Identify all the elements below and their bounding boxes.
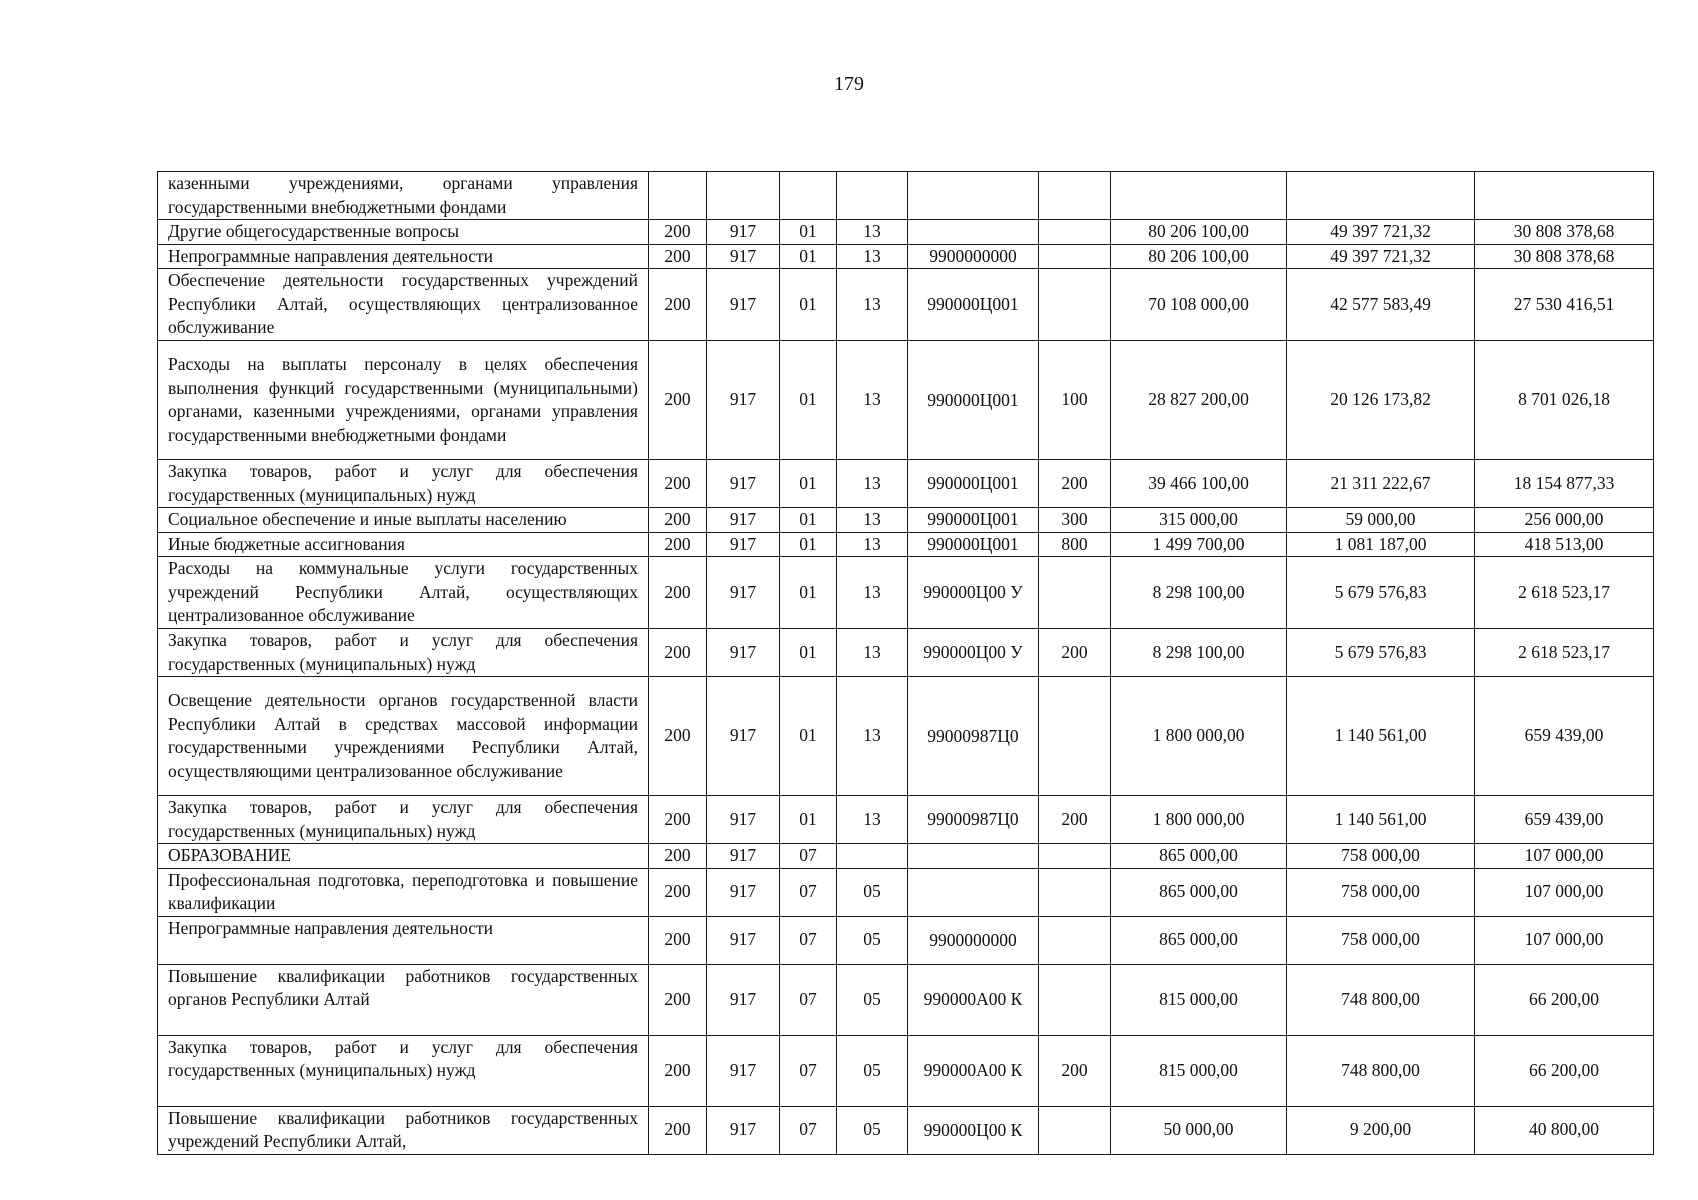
cell-subsection: 13: [837, 677, 908, 796]
cell-subsection: 13: [837, 460, 908, 508]
cell-code-2: 917: [707, 916, 780, 964]
cell-amount-planned: 39 466 100,00: [1111, 460, 1287, 508]
cell-amount-executed: 1 081 187,00: [1287, 532, 1475, 557]
cell-amount-executed: 21 311 222,67: [1287, 460, 1475, 508]
cell-code-2: 917: [707, 629, 780, 677]
cell-amount-remaining: 18 154 877,33: [1475, 460, 1654, 508]
cell-code-2: 917: [707, 220, 780, 245]
cell-amount-executed: 49 397 721,32: [1287, 220, 1475, 245]
cell-amount-planned: 815 000,00: [1111, 1035, 1287, 1106]
cell-code-1: 200: [649, 341, 707, 460]
cell-amount-remaining: 30 808 378,68: [1475, 244, 1654, 269]
cell-section: 07: [780, 916, 837, 964]
cell-amount-planned: 315 000,00: [1111, 508, 1287, 533]
cell-expense-type: [1039, 677, 1111, 796]
cell-amount-planned: 1 499 700,00: [1111, 532, 1287, 557]
cell-name: Повышение квалификации работников государственных органов Республики Алтай: [158, 964, 649, 1035]
cell-name: Профессиональная подготовка, переподготовка и повышение квалификации: [158, 868, 649, 916]
cell-amount-executed: [1287, 172, 1475, 220]
cell-amount-executed: 42 577 583,49: [1287, 269, 1475, 341]
cell-code-2: 917: [707, 1106, 780, 1154]
cell-amount-remaining: 27 530 416,51: [1475, 269, 1654, 341]
cell-subsection: 05: [837, 868, 908, 916]
cell-target-article: 99000987Ц0: [908, 677, 1039, 796]
cell-amount-executed: 748 800,00: [1287, 1035, 1475, 1106]
cell-section: 01: [780, 460, 837, 508]
cell-amount-remaining: 2 618 523,17: [1475, 557, 1654, 629]
cell-target-article: 990000Ц001: [908, 269, 1039, 341]
cell-target-article: 990000Ц001: [908, 508, 1039, 533]
cell-section: 01: [780, 269, 837, 341]
cell-code-1: 200: [649, 916, 707, 964]
table-row: [158, 677, 1654, 796]
cell-name: Закупка товаров, работ и услуг для обеспечения государственных (муниципальных) нужд: [158, 460, 649, 508]
table-row: [158, 172, 1654, 220]
cell-amount-planned: 50 000,00: [1111, 1106, 1287, 1154]
cell-amount-remaining: 66 200,00: [1475, 1035, 1654, 1106]
cell-amount-executed: 59 000,00: [1287, 508, 1475, 533]
table-row: [158, 460, 1654, 508]
cell-amount-planned: 28 827 200,00: [1111, 341, 1287, 460]
cell-section: 07: [780, 844, 837, 869]
cell-code-2: 917: [707, 532, 780, 557]
cell-expense-type: 200: [1039, 460, 1111, 508]
cell-amount-executed: 9 200,00: [1287, 1106, 1475, 1154]
cell-code-1: 200: [649, 508, 707, 533]
cell-expense-type: [1039, 868, 1111, 916]
cell-name: Социальное обеспечение и иные выплаты населению: [158, 508, 649, 533]
cell-code-1: [649, 172, 707, 220]
cell-amount-remaining: 659 439,00: [1475, 796, 1654, 844]
table-row: [158, 220, 1654, 245]
cell-amount-remaining: 66 200,00: [1475, 964, 1654, 1035]
cell-code-1: 200: [649, 557, 707, 629]
cell-subsection: 13: [837, 796, 908, 844]
table-row: [158, 1106, 1654, 1154]
cell-code-2: [707, 172, 780, 220]
cell-amount-remaining: 107 000,00: [1475, 916, 1654, 964]
cell-code-2: 917: [707, 1035, 780, 1106]
cell-expense-type: [1039, 844, 1111, 869]
cell-subsection: 13: [837, 220, 908, 245]
cell-section: 01: [780, 677, 837, 796]
cell-section: 07: [780, 868, 837, 916]
table-row: [158, 508, 1654, 533]
cell-code-1: 200: [649, 269, 707, 341]
cell-expense-type: [1039, 269, 1111, 341]
cell-name: Закупка товаров, работ и услуг для обеспечения государственных (муниципальных) нужд: [158, 796, 649, 844]
cell-amount-executed: 758 000,00: [1287, 844, 1475, 869]
cell-amount-executed: 1 140 561,00: [1287, 796, 1475, 844]
cell-amount-executed: 20 126 173,82: [1287, 341, 1475, 460]
cell-amount-planned: 80 206 100,00: [1111, 244, 1287, 269]
cell-name: Иные бюджетные ассигнования: [158, 532, 649, 557]
cell-expense-type: 800: [1039, 532, 1111, 557]
cell-section: 01: [780, 244, 837, 269]
cell-subsection: 05: [837, 964, 908, 1035]
cell-section: 07: [780, 964, 837, 1035]
cell-target-article: 99000987Ц0: [908, 796, 1039, 844]
cell-subsection: 13: [837, 508, 908, 533]
cell-subsection: 13: [837, 629, 908, 677]
cell-subsection: 13: [837, 244, 908, 269]
table-row: [158, 868, 1654, 916]
cell-target-article: [908, 868, 1039, 916]
cell-code-1: 200: [649, 1035, 707, 1106]
cell-amount-remaining: [1475, 172, 1654, 220]
cell-target-article: 990000Ц001: [908, 460, 1039, 508]
cell-target-article: 990000А00 К: [908, 964, 1039, 1035]
cell-target-article: 9900000000: [908, 916, 1039, 964]
cell-amount-planned: 865 000,00: [1111, 868, 1287, 916]
table-row: [158, 532, 1654, 557]
cell-target-article: 9900000000: [908, 244, 1039, 269]
cell-amount-remaining: 40 800,00: [1475, 1106, 1654, 1154]
cell-target-article: 990000А00 К: [908, 1035, 1039, 1106]
cell-expense-type: [1039, 1106, 1111, 1154]
cell-target-article: 990000Ц001: [908, 532, 1039, 557]
cell-code-1: 200: [649, 629, 707, 677]
page-number: 179: [834, 73, 864, 95]
cell-code-1: 200: [649, 220, 707, 245]
cell-code-2: 917: [707, 508, 780, 533]
cell-amount-remaining: 659 439,00: [1475, 677, 1654, 796]
cell-amount-remaining: 418 513,00: [1475, 532, 1654, 557]
cell-target-article: 990000Ц00 К: [908, 1106, 1039, 1154]
cell-amount-planned: 70 108 000,00: [1111, 269, 1287, 341]
cell-section: 01: [780, 341, 837, 460]
cell-code-1: 200: [649, 244, 707, 269]
cell-section: [780, 172, 837, 220]
cell-expense-type: [1039, 557, 1111, 629]
cell-target-article: [908, 220, 1039, 245]
cell-amount-planned: 1 800 000,00: [1111, 677, 1287, 796]
cell-target-article: [908, 844, 1039, 869]
cell-amount-planned: 8 298 100,00: [1111, 629, 1287, 677]
cell-section: 07: [780, 1106, 837, 1154]
cell-expense-type: [1039, 172, 1111, 220]
cell-code-2: 917: [707, 796, 780, 844]
cell-code-2: 917: [707, 244, 780, 269]
cell-amount-planned: 8 298 100,00: [1111, 557, 1287, 629]
cell-expense-type: [1039, 244, 1111, 269]
cell-name: казенными учреждениями, органами управления государственными внебюджетными фондами: [158, 172, 649, 220]
cell-code-1: 200: [649, 844, 707, 869]
cell-amount-remaining: 107 000,00: [1475, 868, 1654, 916]
cell-code-1: 200: [649, 460, 707, 508]
cell-amount-planned: 80 206 100,00: [1111, 220, 1287, 245]
cell-name: Расходы на коммунальные услуги государственных учреждений Республики Алтай, осуществляющих централизованное обслуживание: [158, 557, 649, 629]
cell-code-1: 200: [649, 532, 707, 557]
cell-section: 07: [780, 1035, 837, 1106]
cell-name: Освещение деятельности органов государственной власти Республики Алтай в средствах массовой информации государственными учреждениями Республики Алтай, осуществляющими централизованное обслуживание: [158, 677, 649, 796]
cell-code-2: 917: [707, 557, 780, 629]
table-row: [158, 964, 1654, 1035]
budget-table: [157, 171, 1654, 1155]
table-row: [158, 341, 1654, 460]
cell-amount-executed: 758 000,00: [1287, 916, 1475, 964]
cell-amount-planned: 865 000,00: [1111, 916, 1287, 964]
cell-code-1: 200: [649, 868, 707, 916]
table-row: [158, 244, 1654, 269]
cell-name: ОБРАЗОВАНИЕ: [158, 844, 649, 869]
table-row: [158, 796, 1654, 844]
cell-amount-planned: 815 000,00: [1111, 964, 1287, 1035]
cell-amount-planned: [1111, 172, 1287, 220]
cell-expense-type: [1039, 220, 1111, 245]
cell-code-2: 917: [707, 844, 780, 869]
cell-expense-type: 300: [1039, 508, 1111, 533]
cell-target-article: 990000Ц001: [908, 341, 1039, 460]
cell-section: 01: [780, 629, 837, 677]
cell-amount-executed: 748 800,00: [1287, 964, 1475, 1035]
table-row: [158, 1035, 1654, 1106]
table-row: [158, 269, 1654, 341]
table-row: [158, 916, 1654, 964]
cell-subsection: [837, 172, 908, 220]
cell-code-2: 917: [707, 269, 780, 341]
cell-section: 01: [780, 532, 837, 557]
cell-section: 01: [780, 557, 837, 629]
budget-table-body: [158, 172, 1654, 1155]
cell-name: Расходы на выплаты персоналу в целях обеспечения выполнения функций государственными (муниципальными) органами, казенными учреждениями, органами управления государственными внебюджетными фондами: [158, 341, 649, 460]
table-row: [158, 557, 1654, 629]
cell-amount-remaining: 30 808 378,68: [1475, 220, 1654, 245]
table-row: [158, 844, 1654, 869]
cell-name: Закупка товаров, работ и услуг для обеспечения государственных (муниципальных) нужд: [158, 629, 649, 677]
table-row: [158, 629, 1654, 677]
cell-code-1: 200: [649, 796, 707, 844]
cell-name: Непрограммные направления деятельности: [158, 244, 649, 269]
cell-expense-type: 200: [1039, 796, 1111, 844]
cell-target-article: 990000Ц00 У: [908, 629, 1039, 677]
cell-subsection: 05: [837, 916, 908, 964]
cell-subsection: 13: [837, 532, 908, 557]
cell-expense-type: [1039, 916, 1111, 964]
cell-amount-remaining: 107 000,00: [1475, 844, 1654, 869]
cell-name: Обеспечение деятельности государственных учреждений Республики Алтай, осуществляющих централизованное обслуживание: [158, 269, 649, 341]
cell-subsection: 13: [837, 341, 908, 460]
cell-code-2: 917: [707, 868, 780, 916]
cell-expense-type: 100: [1039, 341, 1111, 460]
cell-section: 01: [780, 508, 837, 533]
cell-amount-executed: 1 140 561,00: [1287, 677, 1475, 796]
cell-expense-type: [1039, 964, 1111, 1035]
cell-subsection: 05: [837, 1035, 908, 1106]
cell-name: Непрограммные направления деятельности: [158, 916, 649, 964]
cell-amount-planned: 865 000,00: [1111, 844, 1287, 869]
cell-subsection: 13: [837, 269, 908, 341]
cell-section: 01: [780, 796, 837, 844]
cell-expense-type: 200: [1039, 1035, 1111, 1106]
cell-name: Другие общегосударственные вопросы: [158, 220, 649, 245]
cell-name: Повышение квалификации работников государственных учреждений Республики Алтай,: [158, 1106, 649, 1154]
cell-amount-executed: 5 679 576,83: [1287, 629, 1475, 677]
cell-subsection: 05: [837, 1106, 908, 1154]
cell-subsection: [837, 844, 908, 869]
cell-code-1: 200: [649, 964, 707, 1035]
cell-code-2: 917: [707, 964, 780, 1035]
cell-code-1: 200: [649, 1106, 707, 1154]
cell-code-1: 200: [649, 677, 707, 796]
cell-amount-executed: 49 397 721,32: [1287, 244, 1475, 269]
cell-expense-type: 200: [1039, 629, 1111, 677]
cell-section: 01: [780, 220, 837, 245]
cell-code-2: 917: [707, 677, 780, 796]
cell-target-article: [908, 172, 1039, 220]
cell-amount-executed: 758 000,00: [1287, 868, 1475, 916]
cell-amount-remaining: 2 618 523,17: [1475, 629, 1654, 677]
cell-amount-executed: 5 679 576,83: [1287, 557, 1475, 629]
cell-amount-planned: 1 800 000,00: [1111, 796, 1287, 844]
cell-amount-remaining: 8 701 026,18: [1475, 341, 1654, 460]
cell-amount-remaining: 256 000,00: [1475, 508, 1654, 533]
cell-subsection: 13: [837, 557, 908, 629]
cell-name: Закупка товаров, работ и услуг для обеспечения государственных (муниципальных) нужд: [158, 1035, 649, 1106]
cell-target-article: 990000Ц00 У: [908, 557, 1039, 629]
cell-code-2: 917: [707, 341, 780, 460]
cell-code-2: 917: [707, 460, 780, 508]
